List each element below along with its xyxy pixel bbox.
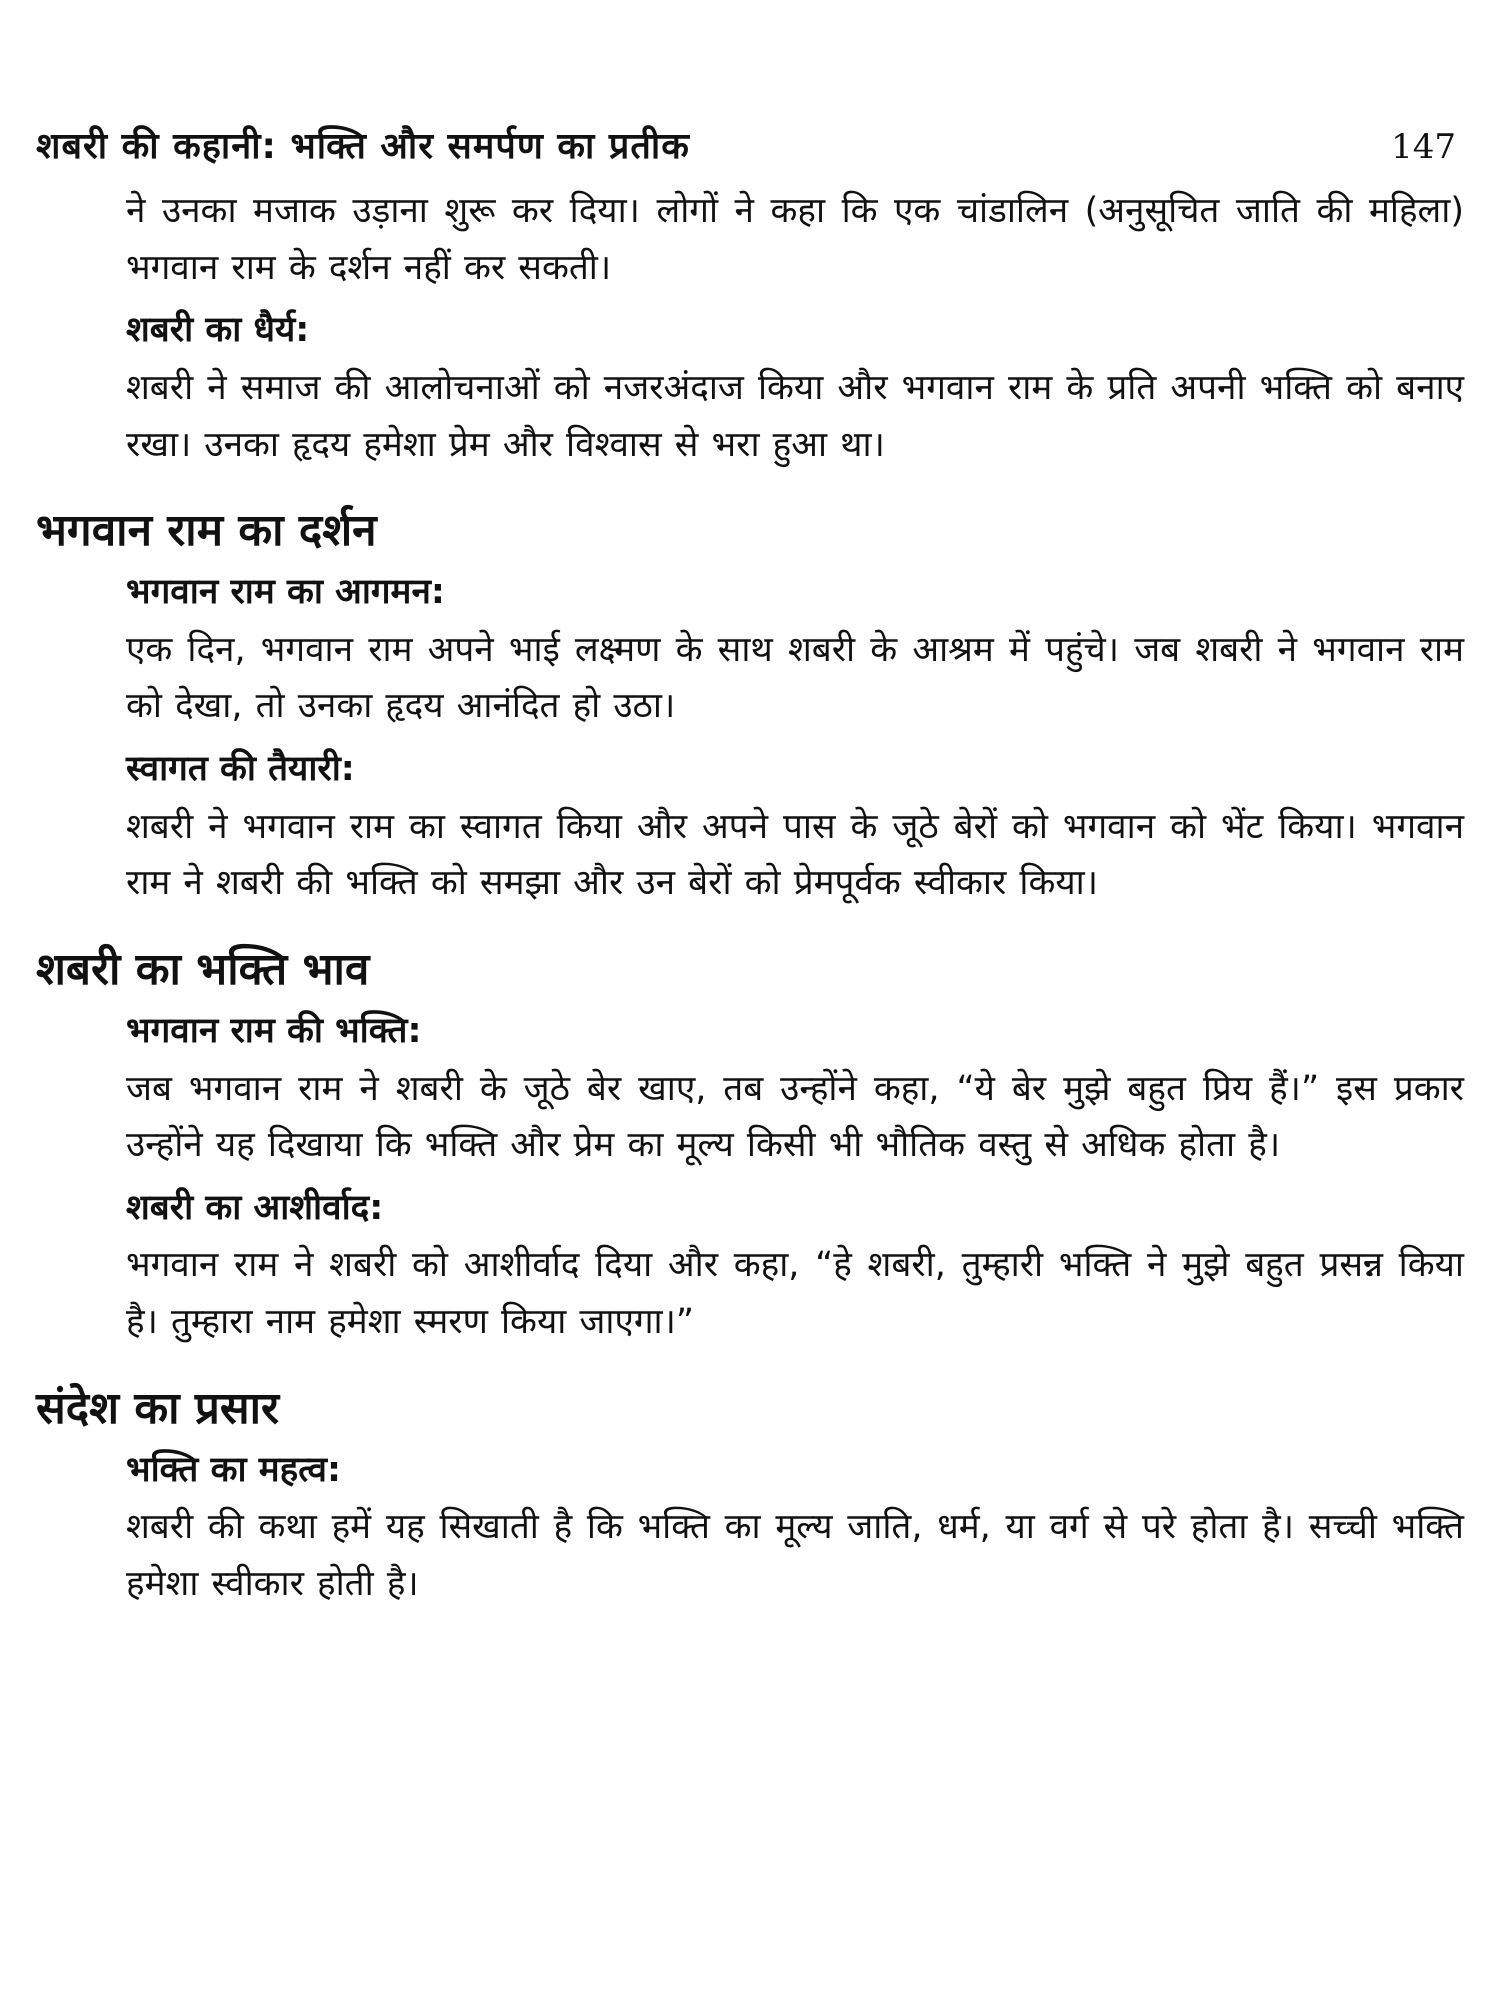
paragraph: शबरी ने भगवान राम का स्वागत किया और अपने पास के जूठे बेरों को भगवान को भेंट किया। भगवान राम ने शबरी की भक्ति को समझा और उन बेरों को प्रेमपूर्वक स्वीकार किया। <box>126 806 1464 904</box>
paragraph: भगवान राम ने शबरी को आशीर्वाद दिया और कहा, “हे शबरी, तुम्हारी भक्ति ने मुझे बहुत प्रसन्न किया है। तुम्हारा नाम हमेशा स्मरण किया जाएगा।” <box>126 1245 1464 1343</box>
sub-heading: भक्ति का महत्व: <box>126 1449 341 1490</box>
paragraph: जब भगवान राम ने शबरी के जूठे बेर खाए, तब उन्होंने कहा, “ये बेर मुझे बहुत प्रिय हैं।” इस प्रकार उन्होंने यह दिखाया कि भक्ति और प्रेम का मूल्य किसी भी भौतिक वस्तु से अधिक होता है। <box>126 1068 1464 1166</box>
section-darshan <box>36 503 1464 912</box>
paragraph-shabari-patience: शबरी ने समाज की आलोचनाओं को नजरअंदाज किया और भगवान राम के प्रति अपनी भक्ति को बनाए रखा। उनका हृदय हमेशा प्रेम और विश्वास से भरा हुआ था। <box>126 367 1464 465</box>
section-heading: संदेश का प्रसार <box>36 1382 280 1434</box>
section-body <box>126 570 1464 912</box>
sub-heading: स्वागत की तैयारी: <box>126 749 355 790</box>
section-heading: शबरी का भक्ति भाव <box>36 944 370 995</box>
running-header <box>36 120 1464 169</box>
running-title: शबरी की कहानी: भक्ति और समर्पण का प्रतीक <box>36 126 690 167</box>
section-bhakti-bhav <box>36 942 1464 1351</box>
sub-heading: भगवान राम की भक्ति: <box>126 1011 422 1051</box>
intro-block <box>126 183 1464 473</box>
sub-heading: भगवान राम का आगमन: <box>126 572 445 613</box>
section-body <box>126 1009 1464 1351</box>
section-body <box>126 1448 1464 1613</box>
paragraph: शबरी की कथा हमें यह सिखाती है कि भक्ति का मूल्य जाति, धर्म, या वर्ग से परे होता है। सच्ची भक्ति हमेशा स्वीकार होती है। <box>126 1507 1464 1604</box>
section-heading: भगवान राम का दर्शन <box>36 505 377 557</box>
intro-paragraph: ने उनका मजाक उड़ाना शुरू कर दिया। लोगों ने कहा कि एक चांडालिन (अनुसूचित जाति की महिला) भगवान राम के दर्शन नहीं कर सकती। <box>126 191 1464 288</box>
sub-heading-shabari-patience: शबरी का धैर्य: <box>126 310 310 351</box>
sub-heading: शबरी का आशीर्वाद: <box>126 1187 384 1228</box>
section-sandesh <box>36 1381 1464 1613</box>
page-number: 147 <box>1391 127 1456 167</box>
paragraph: एक दिन, भगवान राम अपने भाई लक्ष्मण के साथ शबरी के आश्रम में पहुंचे। जब शबरी ने भगवान राम को देखा, तो उनका हृदय आनंदित हो उठा। <box>126 629 1464 727</box>
